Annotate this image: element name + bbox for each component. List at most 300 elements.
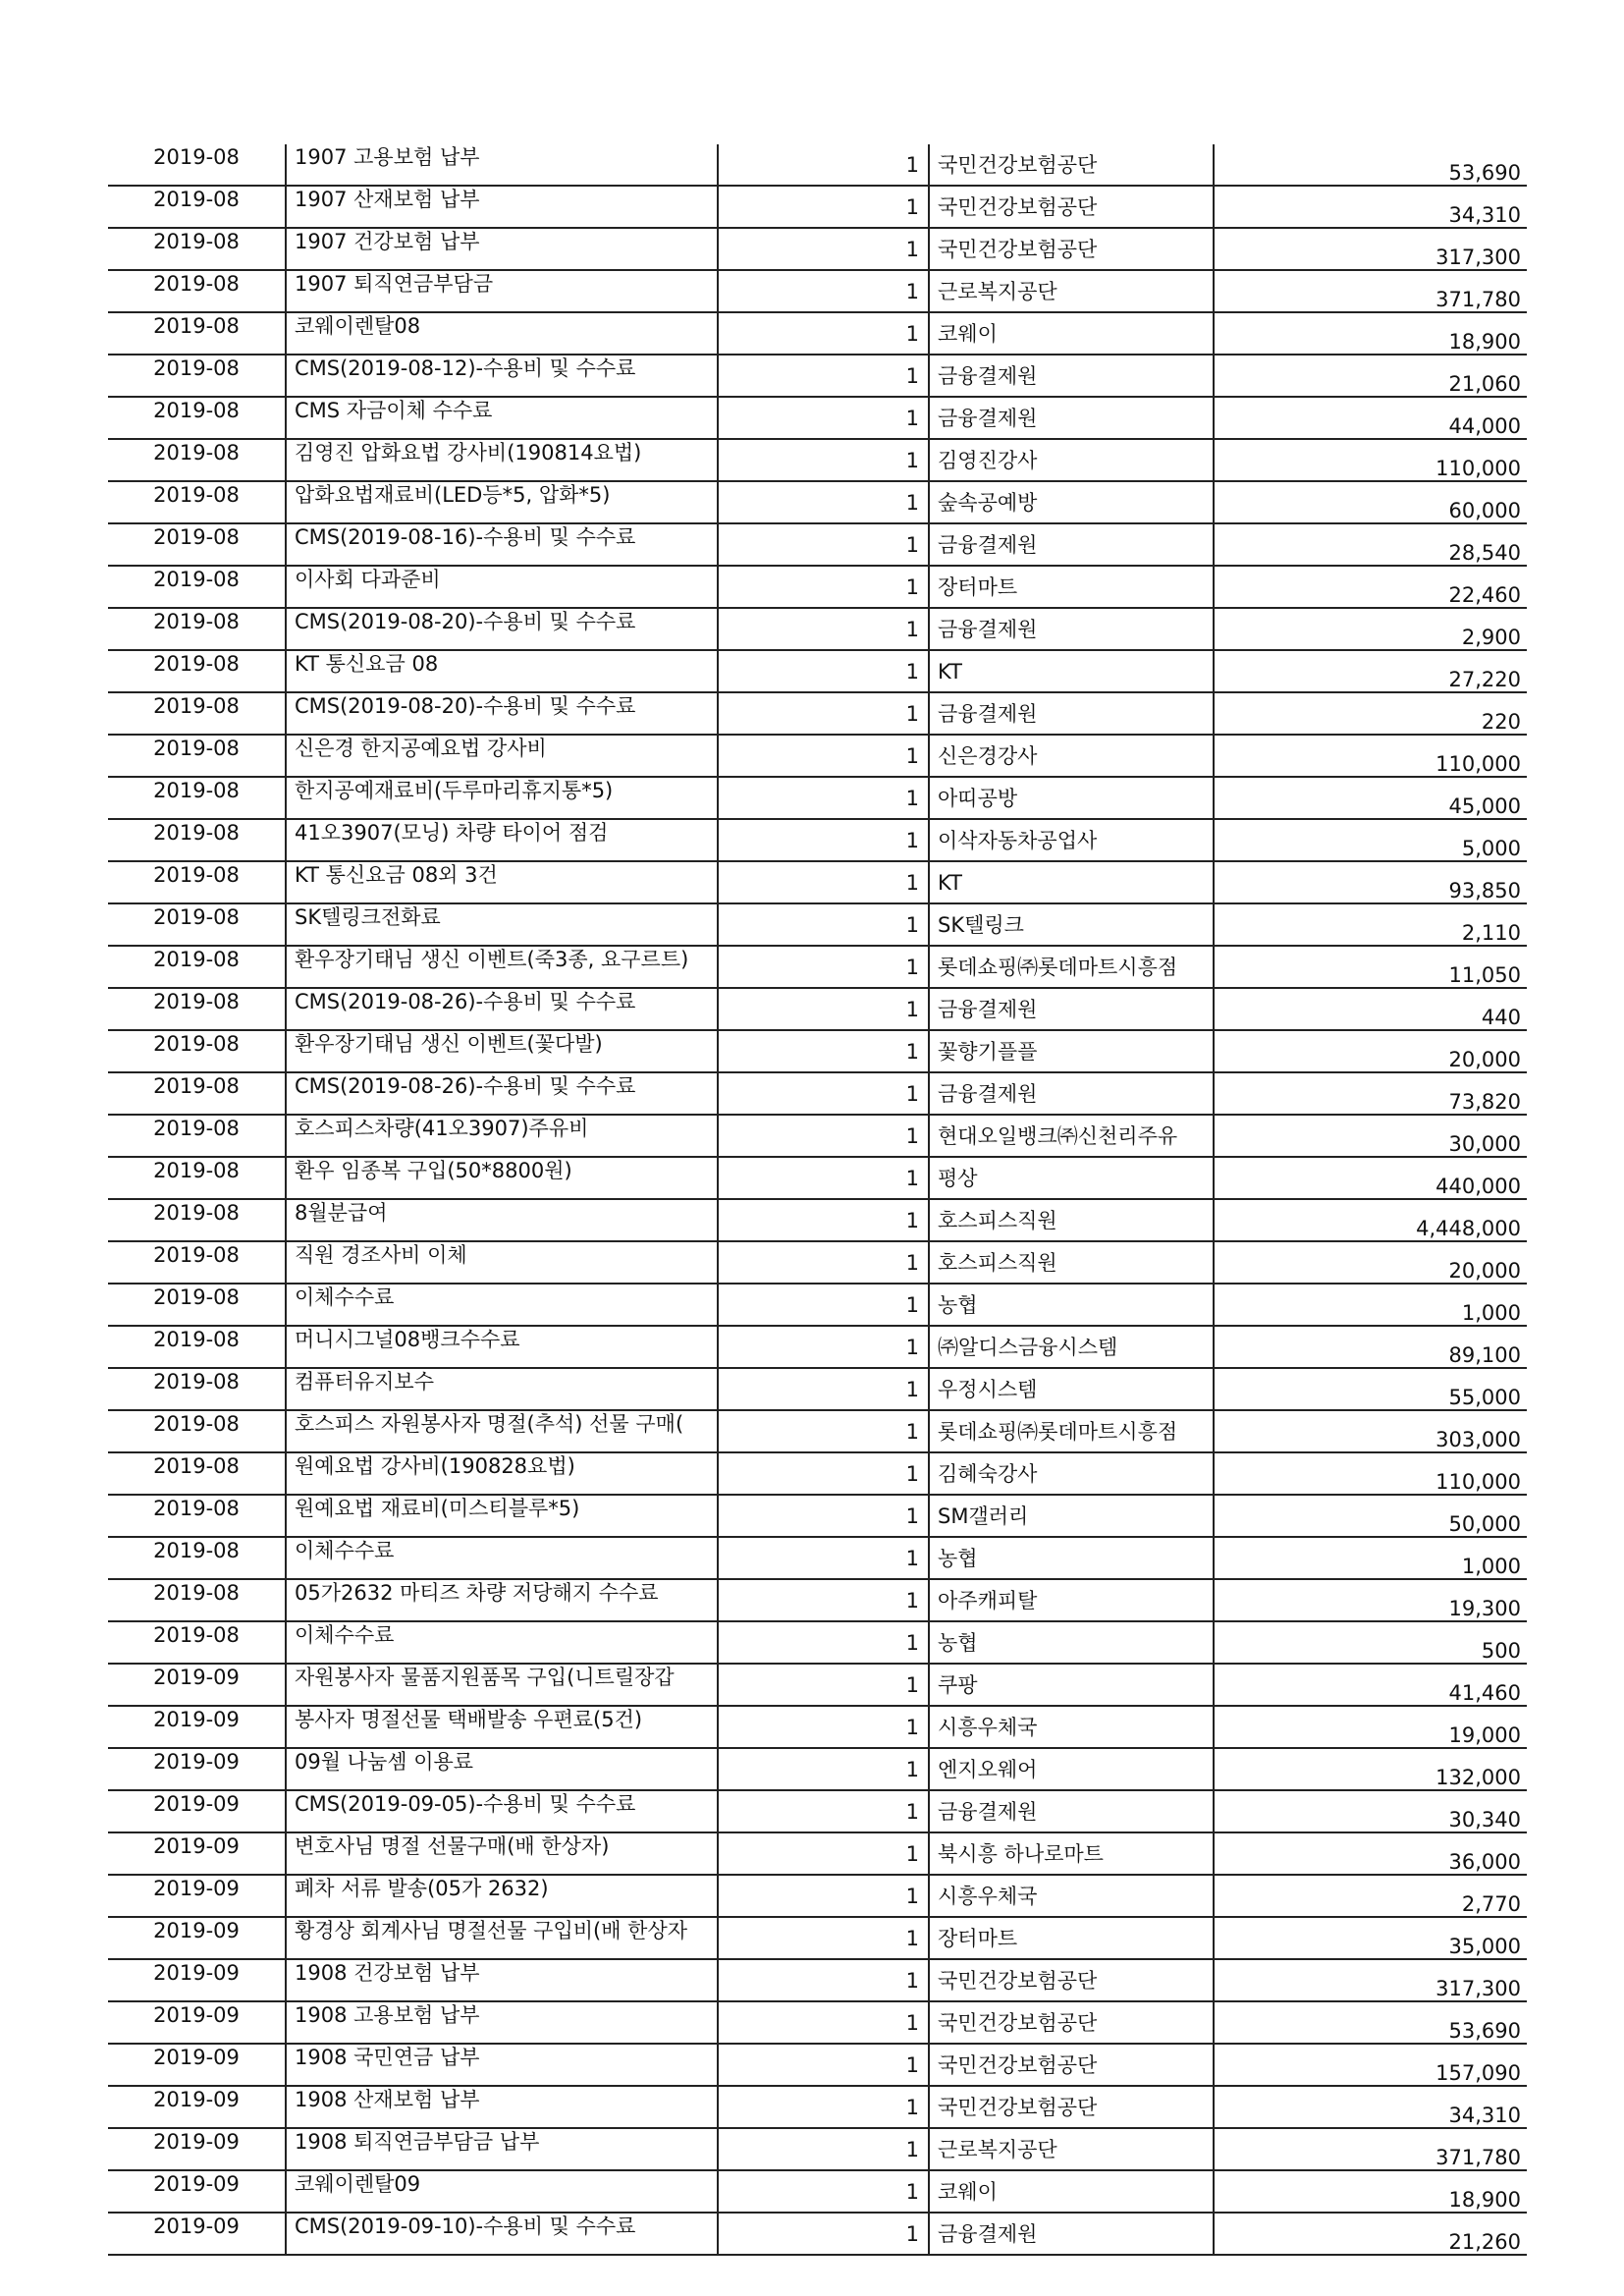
- amount-cell: 1,000: [1214, 1284, 1527, 1326]
- amount-cell: 371,780: [1214, 270, 1527, 312]
- table-row: [108, 1199, 1527, 1241]
- amount-cell: 18,900: [1214, 2170, 1527, 2213]
- quantity-cell: 1: [718, 2128, 929, 2170]
- vendor-cell: 장터마트: [929, 566, 1214, 608]
- description-cell: 원예요법 강사비(190828요법): [286, 1452, 718, 1495]
- vendor-cell: 평상: [929, 1157, 1214, 1199]
- description-cell: 1908 퇴직연금부담금 납부: [286, 2128, 718, 2170]
- vendor-cell: 금융결제원: [929, 355, 1214, 397]
- amount-cell: 440,000: [1214, 1157, 1527, 1199]
- amount-cell: 2,110: [1214, 903, 1527, 946]
- amount-cell: 5,000: [1214, 819, 1527, 861]
- description-cell: 원예요법 재료비(미스티블루*5): [286, 1495, 718, 1537]
- quantity-cell: 1: [718, 1790, 929, 1832]
- vendor-cell: 북시흥 하나로마트: [929, 1832, 1214, 1875]
- table-row: [108, 650, 1527, 692]
- table-row: [108, 1115, 1527, 1157]
- table-row: [108, 1410, 1527, 1452]
- quantity-cell: 1: [718, 1410, 929, 1452]
- vendor-cell: 국민건강보험공단: [929, 228, 1214, 270]
- date-cell: 2019-09: [108, 1917, 286, 1959]
- date-cell: 2019-08: [108, 735, 286, 777]
- table-row: [108, 1959, 1527, 2001]
- description-cell: KT 통신요금 08외 3건: [286, 861, 718, 903]
- date-cell: 2019-09: [108, 2213, 286, 2255]
- description-cell: 1908 국민연금 납부: [286, 2044, 718, 2086]
- amount-cell: 157,090: [1214, 2044, 1527, 2086]
- date-cell: 2019-08: [108, 481, 286, 523]
- quantity-cell: 1: [718, 2213, 929, 2255]
- table-row: [108, 1790, 1527, 1832]
- amount-cell: 2,900: [1214, 608, 1527, 650]
- table-row: [108, 1664, 1527, 1706]
- amount-cell: 93,850: [1214, 861, 1527, 903]
- vendor-cell: 국민건강보험공단: [929, 2044, 1214, 2086]
- amount-cell: 317,300: [1214, 1959, 1527, 2001]
- table-row: [108, 819, 1527, 861]
- table-row: [108, 1368, 1527, 1410]
- description-cell: 이사회 다과준비: [286, 566, 718, 608]
- vendor-cell: ㈜알디스금융시스템: [929, 1326, 1214, 1368]
- amount-cell: 317,300: [1214, 228, 1527, 270]
- table-row: [108, 355, 1527, 397]
- table-row: [108, 2213, 1527, 2255]
- table-row: [108, 2001, 1527, 2044]
- date-cell: 2019-08: [108, 523, 286, 566]
- table-row: [108, 1241, 1527, 1284]
- description-cell: 봉사자 명절선물 택배발송 우편료(5건): [286, 1706, 718, 1748]
- date-cell: 2019-08: [108, 1368, 286, 1410]
- amount-cell: 19,300: [1214, 1579, 1527, 1621]
- table-row: [108, 2044, 1527, 2086]
- vendor-cell: 금융결제원: [929, 1072, 1214, 1115]
- vendor-cell: 김영진강사: [929, 439, 1214, 481]
- vendor-cell: 시흥우체국: [929, 1706, 1214, 1748]
- description-cell: 직원 경조사비 이체: [286, 1241, 718, 1284]
- description-cell: 황경상 회계사님 명절선물 구입비(배 한상자: [286, 1917, 718, 1959]
- quantity-cell: 1: [718, 1917, 929, 1959]
- date-cell: 2019-08: [108, 186, 286, 228]
- description-cell: CMS(2019-08-26)-수용비 및 수수료: [286, 1072, 718, 1115]
- vendor-cell: 롯데쇼핑㈜롯데마트시흥점: [929, 1410, 1214, 1452]
- quantity-cell: 1: [718, 1284, 929, 1326]
- table-row: [108, 1875, 1527, 1917]
- vendor-cell: 금융결제원: [929, 692, 1214, 735]
- description-cell: 41오3907(모닝) 차량 타이어 점검: [286, 819, 718, 861]
- quantity-cell: 1: [718, 228, 929, 270]
- amount-cell: 44,000: [1214, 397, 1527, 439]
- date-cell: 2019-09: [108, 1706, 286, 1748]
- table-row: [108, 523, 1527, 566]
- table-row: [108, 1706, 1527, 1748]
- quantity-cell: 1: [718, 1875, 929, 1917]
- description-cell: 컴퓨터유지보수: [286, 1368, 718, 1410]
- amount-cell: 440: [1214, 988, 1527, 1030]
- quantity-cell: 1: [718, 608, 929, 650]
- amount-cell: 21,060: [1214, 355, 1527, 397]
- quantity-cell: 1: [718, 1748, 929, 1790]
- table-row: [108, 1072, 1527, 1115]
- vendor-cell: 국민건강보험공단: [929, 144, 1214, 186]
- description-cell: 1908 건강보험 납부: [286, 1959, 718, 2001]
- vendor-cell: 현대오일뱅크㈜신천리주유: [929, 1115, 1214, 1157]
- quantity-cell: 1: [718, 735, 929, 777]
- amount-cell: 110,000: [1214, 439, 1527, 481]
- vendor-cell: 숲속공예방: [929, 481, 1214, 523]
- description-cell: 8월분급여: [286, 1199, 718, 1241]
- amount-cell: 21,260: [1214, 2213, 1527, 2255]
- quantity-cell: 1: [718, 903, 929, 946]
- description-cell: CMS(2019-08-26)-수용비 및 수수료: [286, 988, 718, 1030]
- amount-cell: 28,540: [1214, 523, 1527, 566]
- vendor-cell: 쿠팡: [929, 1664, 1214, 1706]
- description-cell: CMS(2019-08-16)-수용비 및 수수료: [286, 523, 718, 566]
- date-cell: 2019-08: [108, 1537, 286, 1579]
- quantity-cell: 1: [718, 270, 929, 312]
- amount-cell: 89,100: [1214, 1326, 1527, 1368]
- date-cell: 2019-09: [108, 2086, 286, 2128]
- vendor-cell: 농협: [929, 1621, 1214, 1664]
- description-cell: 환우장기태님 생신 이벤트(죽3종, 요구르트): [286, 946, 718, 988]
- quantity-cell: 1: [718, 988, 929, 1030]
- amount-cell: 34,310: [1214, 2086, 1527, 2128]
- table-row: [108, 481, 1527, 523]
- description-cell: 코웨이렌탈08: [286, 312, 718, 355]
- amount-cell: 55,000: [1214, 1368, 1527, 1410]
- description-cell: 머니시그널08뱅크수수료: [286, 1326, 718, 1368]
- description-cell: 환우 임종복 구입(50*8800원): [286, 1157, 718, 1199]
- description-cell: CMS(2019-08-12)-수용비 및 수수료: [286, 355, 718, 397]
- table-row: [108, 946, 1527, 988]
- date-cell: 2019-08: [108, 228, 286, 270]
- quantity-cell: 1: [718, 819, 929, 861]
- table-row: [108, 692, 1527, 735]
- vendor-cell: 국민건강보험공단: [929, 2086, 1214, 2128]
- vendor-cell: 금융결제원: [929, 397, 1214, 439]
- description-cell: 09월 나눔셈 이용료: [286, 1748, 718, 1790]
- quantity-cell: 1: [718, 1537, 929, 1579]
- date-cell: 2019-08: [108, 439, 286, 481]
- date-cell: 2019-08: [108, 1621, 286, 1664]
- vendor-cell: 국민건강보험공단: [929, 2001, 1214, 2044]
- vendor-cell: 농협: [929, 1284, 1214, 1326]
- vendor-cell: 코웨이: [929, 2170, 1214, 2213]
- description-cell: 1908 고용보험 납부: [286, 2001, 718, 2044]
- quantity-cell: 1: [718, 2001, 929, 2044]
- amount-cell: 30,340: [1214, 1790, 1527, 1832]
- amount-cell: 27,220: [1214, 650, 1527, 692]
- vendor-cell: SK텔링크: [929, 903, 1214, 946]
- table-row: [108, 608, 1527, 650]
- vendor-cell: 코웨이: [929, 312, 1214, 355]
- date-cell: 2019-09: [108, 1748, 286, 1790]
- quantity-cell: 1: [718, 1030, 929, 1072]
- quantity-cell: 1: [718, 1072, 929, 1115]
- table-row: [108, 1621, 1527, 1664]
- quantity-cell: 1: [718, 946, 929, 988]
- description-cell: CMS(2019-08-20)-수용비 및 수수료: [286, 608, 718, 650]
- amount-cell: 303,000: [1214, 1410, 1527, 1452]
- amount-cell: 110,000: [1214, 1452, 1527, 1495]
- date-cell: 2019-08: [108, 988, 286, 1030]
- table-row: [108, 270, 1527, 312]
- table-row: [108, 1537, 1527, 1579]
- vendor-cell: 금융결제원: [929, 1790, 1214, 1832]
- vendor-cell: 롯데쇼핑㈜롯데마트시흥점: [929, 946, 1214, 988]
- amount-cell: 132,000: [1214, 1748, 1527, 1790]
- date-cell: 2019-08: [108, 946, 286, 988]
- table-row: [108, 1452, 1527, 1495]
- amount-cell: 45,000: [1214, 777, 1527, 819]
- table-row: [108, 186, 1527, 228]
- date-cell: 2019-08: [108, 1241, 286, 1284]
- amount-cell: 20,000: [1214, 1241, 1527, 1284]
- description-cell: 1907 건강보험 납부: [286, 228, 718, 270]
- table-row: [108, 439, 1527, 481]
- amount-cell: 53,690: [1214, 2001, 1527, 2044]
- quantity-cell: 1: [718, 523, 929, 566]
- quantity-cell: 1: [718, 186, 929, 228]
- vendor-cell: 시흥우체국: [929, 1875, 1214, 1917]
- description-cell: CMS 자금이체 수수료: [286, 397, 718, 439]
- quantity-cell: 1: [718, 566, 929, 608]
- date-cell: 2019-08: [108, 1495, 286, 1537]
- table-row: [108, 1030, 1527, 1072]
- description-cell: CMS(2019-09-10)-수용비 및 수수료: [286, 2213, 718, 2255]
- amount-cell: 220: [1214, 692, 1527, 735]
- vendor-cell: 농협: [929, 1537, 1214, 1579]
- vendor-cell: KT: [929, 861, 1214, 903]
- table-row: [108, 1832, 1527, 1875]
- vendor-cell: 근로복지공단: [929, 2128, 1214, 2170]
- description-cell: 변호사님 명절 선물구매(배 한상자): [286, 1832, 718, 1875]
- amount-cell: 30,000: [1214, 1115, 1527, 1157]
- amount-cell: 35,000: [1214, 1917, 1527, 1959]
- table-row: [108, 397, 1527, 439]
- description-cell: 한지공예재료비(두루마리휴지통*5): [286, 777, 718, 819]
- quantity-cell: 1: [718, 439, 929, 481]
- date-cell: 2019-09: [108, 2170, 286, 2213]
- date-cell: 2019-08: [108, 566, 286, 608]
- vendor-cell: 금융결제원: [929, 608, 1214, 650]
- quantity-cell: 1: [718, 2170, 929, 2213]
- quantity-cell: 1: [718, 1326, 929, 1368]
- date-cell: 2019-08: [108, 1157, 286, 1199]
- amount-cell: 41,460: [1214, 1664, 1527, 1706]
- table-row: [108, 1748, 1527, 1790]
- date-cell: 2019-08: [108, 355, 286, 397]
- quantity-cell: 1: [718, 397, 929, 439]
- description-cell: 폐차 서류 발송(05가 2632): [286, 1875, 718, 1917]
- amount-cell: 50,000: [1214, 1495, 1527, 1537]
- vendor-cell: 우정시스템: [929, 1368, 1214, 1410]
- description-cell: 호스피스 자원봉사자 명절(추석) 선물 구매(: [286, 1410, 718, 1452]
- ledger-table: [108, 144, 1527, 2256]
- quantity-cell: 1: [718, 1664, 929, 1706]
- quantity-cell: 1: [718, 1706, 929, 1748]
- vendor-cell: 꽃향기플플: [929, 1030, 1214, 1072]
- table-row: [108, 228, 1527, 270]
- table-row: [108, 861, 1527, 903]
- description-cell: 이체수수료: [286, 1537, 718, 1579]
- vendor-cell: 호스피스직원: [929, 1199, 1214, 1241]
- description-cell: 환우장기태님 생신 이벤트(꽃다발): [286, 1030, 718, 1072]
- table-row: [108, 2086, 1527, 2128]
- quantity-cell: 1: [718, 1199, 929, 1241]
- table-row: [108, 777, 1527, 819]
- table-row: [108, 144, 1527, 186]
- amount-cell: 60,000: [1214, 481, 1527, 523]
- amount-cell: 34,310: [1214, 186, 1527, 228]
- date-cell: 2019-08: [108, 1199, 286, 1241]
- table-row: [108, 903, 1527, 946]
- table-row: [108, 735, 1527, 777]
- vendor-cell: SM갤러리: [929, 1495, 1214, 1537]
- description-cell: 이체수수료: [286, 1284, 718, 1326]
- vendor-cell: 장터마트: [929, 1917, 1214, 1959]
- date-cell: 2019-09: [108, 2001, 286, 2044]
- vendor-cell: 신은경강사: [929, 735, 1214, 777]
- amount-cell: 18,900: [1214, 312, 1527, 355]
- vendor-cell: 호스피스직원: [929, 1241, 1214, 1284]
- table-row: [108, 988, 1527, 1030]
- amount-cell: 20,000: [1214, 1030, 1527, 1072]
- vendor-cell: 아띠공방: [929, 777, 1214, 819]
- amount-cell: 73,820: [1214, 1072, 1527, 1115]
- vendor-cell: 국민건강보험공단: [929, 1959, 1214, 2001]
- vendor-cell: 금융결제원: [929, 988, 1214, 1030]
- description-cell: 1907 고용보험 납부: [286, 144, 718, 186]
- vendor-cell: 김혜숙강사: [929, 1452, 1214, 1495]
- date-cell: 2019-09: [108, 1664, 286, 1706]
- quantity-cell: 1: [718, 650, 929, 692]
- vendor-cell: 근로복지공단: [929, 270, 1214, 312]
- quantity-cell: 1: [718, 1368, 929, 1410]
- description-cell: 신은경 한지공예요법 강사비: [286, 735, 718, 777]
- quantity-cell: 1: [718, 1115, 929, 1157]
- description-cell: 압화요법재료비(LED등*5, 압화*5): [286, 481, 718, 523]
- description-cell: 1907 산재보험 납부: [286, 186, 718, 228]
- vendor-cell: 국민건강보험공단: [929, 186, 1214, 228]
- amount-cell: 500: [1214, 1621, 1527, 1664]
- date-cell: 2019-09: [108, 2128, 286, 2170]
- quantity-cell: 1: [718, 1241, 929, 1284]
- table-row: [108, 1579, 1527, 1621]
- date-cell: 2019-08: [108, 1072, 286, 1115]
- quantity-cell: 1: [718, 312, 929, 355]
- table-row: [108, 1157, 1527, 1199]
- vendor-cell: KT: [929, 650, 1214, 692]
- date-cell: 2019-09: [108, 1832, 286, 1875]
- description-cell: 자원봉사자 물품지원품목 구입(니트릴장갑: [286, 1664, 718, 1706]
- date-cell: 2019-08: [108, 144, 286, 186]
- date-cell: 2019-08: [108, 903, 286, 946]
- description-cell: 05가2632 마티즈 차량 저당해지 수수료: [286, 1579, 718, 1621]
- table-row: [108, 1284, 1527, 1326]
- date-cell: 2019-08: [108, 1115, 286, 1157]
- date-cell: 2019-09: [108, 1875, 286, 1917]
- vendor-cell: 이삭자동차공업사: [929, 819, 1214, 861]
- quantity-cell: 1: [718, 1959, 929, 2001]
- date-cell: 2019-08: [108, 1579, 286, 1621]
- date-cell: 2019-09: [108, 1959, 286, 2001]
- vendor-cell: 금융결제원: [929, 2213, 1214, 2255]
- table-row: [108, 2128, 1527, 2170]
- amount-cell: 53,690: [1214, 144, 1527, 186]
- quantity-cell: 1: [718, 692, 929, 735]
- date-cell: 2019-08: [108, 1030, 286, 1072]
- vendor-cell: 금융결제원: [929, 523, 1214, 566]
- quantity-cell: 1: [718, 2044, 929, 2086]
- description-cell: 코웨이렌탈09: [286, 2170, 718, 2213]
- date-cell: 2019-08: [108, 777, 286, 819]
- date-cell: 2019-09: [108, 1790, 286, 1832]
- date-cell: 2019-08: [108, 1326, 286, 1368]
- ledger-body: [108, 144, 1527, 2255]
- table-row: [108, 1326, 1527, 1368]
- table-row: [108, 1495, 1527, 1537]
- table-row: [108, 1917, 1527, 1959]
- table-row: [108, 566, 1527, 608]
- quantity-cell: 1: [718, 777, 929, 819]
- quantity-cell: 1: [718, 861, 929, 903]
- quantity-cell: 1: [718, 1157, 929, 1199]
- description-cell: 1907 퇴직연금부담금: [286, 270, 718, 312]
- quantity-cell: 1: [718, 1832, 929, 1875]
- quantity-cell: 1: [718, 2086, 929, 2128]
- amount-cell: 4,448,000: [1214, 1199, 1527, 1241]
- description-cell: 1908 산재보험 납부: [286, 2086, 718, 2128]
- amount-cell: 22,460: [1214, 566, 1527, 608]
- amount-cell: 11,050: [1214, 946, 1527, 988]
- date-cell: 2019-08: [108, 312, 286, 355]
- description-cell: SK텔링크전화료: [286, 903, 718, 946]
- date-cell: 2019-08: [108, 608, 286, 650]
- description-cell: 호스피스차량(41오3907)주유비: [286, 1115, 718, 1157]
- table-row: [108, 312, 1527, 355]
- description-cell: KT 통신요금 08: [286, 650, 718, 692]
- description-cell: 김영진 압화요법 강사비(190814요법): [286, 439, 718, 481]
- date-cell: 2019-08: [108, 861, 286, 903]
- quantity-cell: 1: [718, 1579, 929, 1621]
- amount-cell: 1,000: [1214, 1537, 1527, 1579]
- date-cell: 2019-08: [108, 650, 286, 692]
- amount-cell: 110,000: [1214, 735, 1527, 777]
- date-cell: 2019-08: [108, 1410, 286, 1452]
- quantity-cell: 1: [718, 355, 929, 397]
- date-cell: 2019-08: [108, 819, 286, 861]
- date-cell: 2019-08: [108, 270, 286, 312]
- quantity-cell: 1: [718, 144, 929, 186]
- date-cell: 2019-08: [108, 397, 286, 439]
- date-cell: 2019-08: [108, 692, 286, 735]
- quantity-cell: 1: [718, 1621, 929, 1664]
- description-cell: CMS(2019-09-05)-수용비 및 수수료: [286, 1790, 718, 1832]
- date-cell: 2019-08: [108, 1284, 286, 1326]
- description-cell: 이체수수료: [286, 1621, 718, 1664]
- amount-cell: 2,770: [1214, 1875, 1527, 1917]
- description-cell: CMS(2019-08-20)-수용비 및 수수료: [286, 692, 718, 735]
- date-cell: 2019-09: [108, 2044, 286, 2086]
- quantity-cell: 1: [718, 1495, 929, 1537]
- amount-cell: 36,000: [1214, 1832, 1527, 1875]
- date-cell: 2019-08: [108, 1452, 286, 1495]
- vendor-cell: 아주캐피탈: [929, 1579, 1214, 1621]
- amount-cell: 19,000: [1214, 1706, 1527, 1748]
- vendor-cell: 엔지오웨어: [929, 1748, 1214, 1790]
- quantity-cell: 1: [718, 1452, 929, 1495]
- table-row: [108, 2170, 1527, 2213]
